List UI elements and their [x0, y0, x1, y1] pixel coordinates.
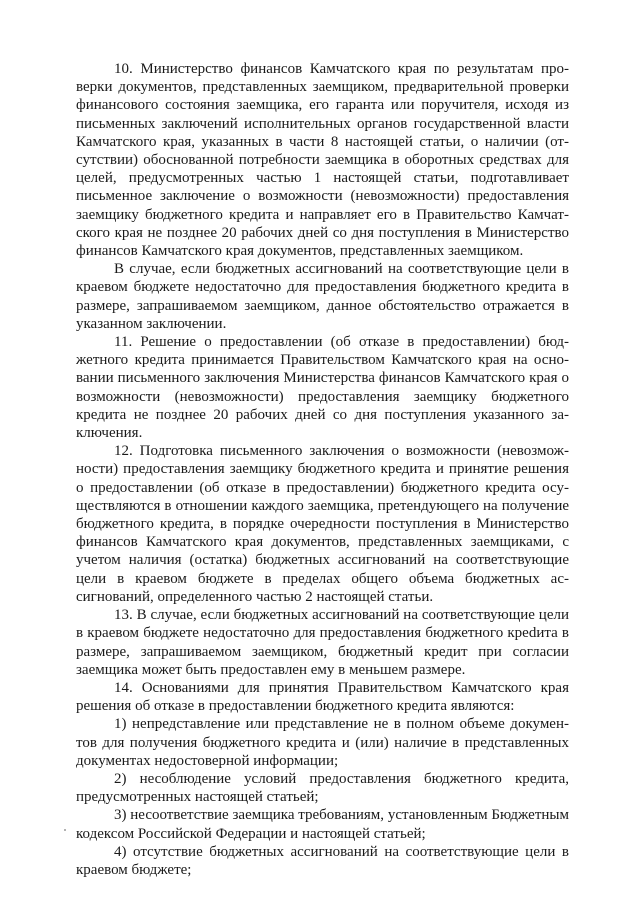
- scan-speck: [64, 829, 66, 831]
- paragraph-10-insufficient-funds: В случае, если бюджетных ассигнований на соответствующие цели в краевом бюджете недостаточно для предоставления бюджетного кредита в размере, запрашиваемом заемщиком, данное обстоятельство отражается в указанном заключении.: [76, 261, 569, 332]
- list-item-2: 2) несоблюдение условий предоставления бюджетного кредита, предусмотренных настоящей статьей;: [76, 770, 569, 806]
- list-item-1: 1) непредставление или представление не в полном объеме документов для получения бюджетного кредита и (или) наличие в представленных документах недостоверной информации;: [76, 716, 569, 769]
- list-item-4: 4) отсутствие бюджетных ассигнований на соответствующие цели в краевом бюджете;: [76, 843, 569, 878]
- paragraph-14: 14. Основаниями для принятия Правительством Камчатского края решения об отказе в предоставлении бюджетного кредита являются:: [76, 679, 569, 715]
- paragraph-13: 13. В случае, если бюджетных ассигнований на соответствующие цели в краевом бюджете недостаточно для предоставления бюджетного креdита в размере, запрашиваемом заемщиком, бюджетный кредит при согласии заемщика может быть предоставлен ему в меньшем размере.: [76, 607, 569, 678]
- paragraph-10: 10. Министерство финансов Камчатского края по результатам проверки документов, представленных заемщиком, предварительной проверки финансового состояния заемщика, его гаранта или поручителя, исходя из письменных заключений исполнительных органов государственной власти Камчатского края, указанных в части 8 настоящей статьи, о наличии (отсутствии) обоснованной потребности заемщика в оборотных средствах для целей, предусмотренных частью 1 настоящей статьи, подготавливает письменное заключение о возможности (невозможности) предоставления заемщику бюджетного кредита и направляет его в Правительство Камчатского края не позднее 20 рабочих дней со дня поступления в Министерство финансов Камчатского края документов, представленных заемщиком.: [76, 61, 569, 260]
- paragraph-12: 12. Подготовка письменного заключения о возможности (невозможности) предоставления заемщику бюджетного кредита и принятие решения о предоставлении (об отказе в предоставлении) бюджетного кредита осуществляются в отношении каждого заемщика, претендующего на получение бюджетного кредита, в порядке очередности поступления в Министерство финансов Камчатского края документов, представленных заемщиками, с учетом наличия (остатка) бюджетных ассигнований на соответствующие цели в краевом бюджете в пределах общего объема бюджетных ассигнований, определенного частью 2 настоящей статьи.: [76, 443, 569, 605]
- list-item-3: 3) несоответствие заемщика требованиям, установленным Бюджетным кодексом Российской Федерации и настоящей статьей;: [76, 807, 569, 842]
- document-body: [76, 60, 569, 879]
- paragraph-11: 11. Решение о предоставлении (об отказе в предоставлении) бюджетного кредита принимается Правительством Камчатского края на основании письменного заключения Министерства финансов Камчатского края о возможности (невозможности) предоставления заемщику бюджетного кредита не позднее 20 рабочих дней со дня поступления указанного заключения.: [76, 334, 569, 442]
